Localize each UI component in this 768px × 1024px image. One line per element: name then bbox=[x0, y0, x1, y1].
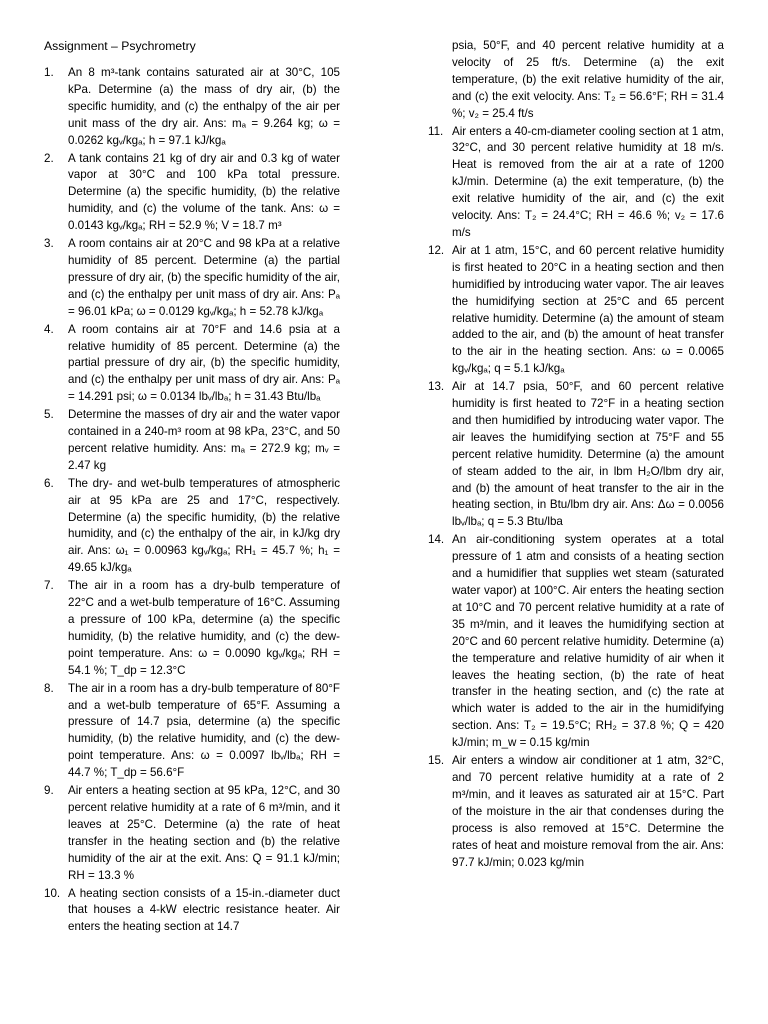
problem-text: The air in a room has a dry-bulb temperature of 22°C and a wet-bulb temperature of 16°C. Assuming a pressure of 100 kPa, determine (a) the specific humidity, (b) the relative humidity, and (c) the dew-point temperature. Ans: ω = 0.0090 kgᵥ/kgₐ; RH = 54.1 %; T_dp = 12.3°C bbox=[68, 579, 340, 677]
problem-text: Air enters a 40-cm-diameter cooling section at 1 atm, 32°C, and 30 percent relative humidity at 18 m/s. Heat is removed from the air at a rate of 1200 kJ/min. Determine (a) the exit temperature, (b) the exit relative humidity of the air, and (c) the exit velocity. Ans: T₂ = 24.4°C; RH = 46.6 %; v₂ = 17.6 m/s bbox=[452, 124, 724, 239]
problem-text: An 8 m³-tank contains saturated air at 30°C, 105 kPa. Determine (a) the mass of dry air, (b) the specific humidity, and (c) the enthalpy of the air per unit mass of the dry air. Ans: mₐ = 9.264 kg; ω = 0.0262 kgᵥ/kgₐ; h = 97.1 kJ/kgₐ bbox=[68, 66, 340, 147]
problem-item bbox=[44, 681, 340, 782]
problem-item bbox=[44, 236, 340, 321]
problem-list-right bbox=[428, 38, 724, 871]
problem-item bbox=[428, 532, 724, 752]
problem-item-continued bbox=[428, 38, 724, 123]
problem-number: 2. bbox=[44, 151, 54, 165]
problem-number: 13. bbox=[428, 380, 445, 394]
problem-list-left bbox=[44, 65, 340, 936]
right-column bbox=[428, 38, 724, 872]
problem-number: 12. bbox=[428, 243, 445, 257]
problem-text: A heating section consists of a 15-in.-diameter duct that houses a 4-kW electric resistance heater. Air enters the heating section at 14.7 bbox=[68, 886, 340, 934]
problem-item bbox=[44, 783, 340, 884]
problem-item bbox=[44, 151, 340, 236]
problem-text: Air enters a window air conditioner at 1 atm, 32°C, and 70 percent relative humidity at a rate of 2 m³/min, and it leaves as saturated air at 15°C. Part of the moisture in the air that condenses during the process is also removed at 15°C. Determine the rates of heat and moisture removal from the air. Ans: 97.7 kJ/min; 0.023 kg/min bbox=[452, 754, 724, 869]
problem-number: 5. bbox=[44, 408, 54, 422]
problem-item bbox=[428, 124, 724, 242]
problem-number: 11. bbox=[428, 124, 444, 138]
problem-number: 3. bbox=[44, 237, 54, 251]
problem-number: 9. bbox=[44, 784, 54, 798]
document-title: Assignment – Psychrometry bbox=[44, 39, 196, 53]
problem-number: 10. bbox=[44, 886, 61, 900]
left-column bbox=[44, 38, 340, 937]
problem-number: 15. bbox=[428, 754, 445, 768]
problem-number: 1. bbox=[44, 66, 54, 79]
problem-text: Air at 14.7 psia, 50°F, and 60 percent relative humidity is first heated to 72°F in a heating section and then humidified by introducing water vapor. The air leaves the humidifying section at 75°F and 55 percent relative humidity. Determine (a) the amount of steam added to the air, in lbm H₂O/lbm dry air, and (b) the amount of heat transfer to the air in the heating section, in Btu/lbm dry air. Ans: Δω = 0.0056 lbᵥ/lbₐ; q = 5.3 Btu/lba bbox=[452, 380, 724, 529]
problem-number: 14. bbox=[428, 533, 445, 547]
problem-item bbox=[44, 407, 340, 475]
problem-number: 7. bbox=[44, 579, 54, 593]
problem-text: Air enters a heating section at 95 kPa, 12°C, and 30 percent relative humidity at a rate of 6 m³/min, and it leaves at 25°C. Determine (a) the rate of heat transfer in the heating section and (b) the relative humidity of the air at the exit. Ans: Q = 91.1 kJ/min; RH = 13.3 % bbox=[68, 784, 340, 882]
problem-text: A room contains air at 70°F and 14.6 psia at a relative humidity of 85 percent. Determine (a) the partial pressure of dry air, (b) the specific humidity, and (c) the enthalpy per unit mass of dry air. Ans: Pₐ = 14.291 psi; ω = 0.0134 lbᵥ/lbₐ; h = 31.43 Btu/lbₐ bbox=[68, 322, 340, 404]
problem-item bbox=[428, 753, 724, 871]
problem-item bbox=[428, 243, 724, 378]
problem-item bbox=[44, 322, 340, 407]
problem-text: A room contains air at 20°C and 98 kPa at a relative humidity of 85 percent. Determine (a) the partial pressure of dry air, (b) the specific humidity of the air, and (c) the enthalpy per unit mass of dry air. Ans: Pₐ = 96.01 kPa; ω = 0.0129 kgᵥ/kgₐ; h = 52.78 kJ/kgₐ bbox=[68, 237, 340, 318]
problem-text: An air-conditioning system operates at a total pressure of 1 atm and consists of a heating section and a humidifier that supplies wet steam (saturated water vapor) at 100°C. Air enters the heating section at 10°C and 70 percent relative humidity at a rate of 35 m³/min, and it leaves the humidifying section at 20°C and 60 percent relative humidity. Determine (a) the temperature and relative humidity of air when it leaves the heating section, (b) the rate of heat transfer in the heating section, and (c) the rate at which water is added to the air in the humidifying section. Ans: T₂ = 19.5°C; RH₂ = 37.8 %; Q = 420 kJ/min; m_w = 0.15 kg/min bbox=[452, 533, 724, 750]
problem-text: The air in a room has a dry-bulb temperature of 80°F and a wet-bulb temperature of 65°F. Assuming a pressure of 14.7 psia, determine (a) the specific humidity, (b) the relative humidity, and (c) the dew-point temperature. Ans: ω = 0.0097 lbᵥ/lbₐ; RH = 44.7 %; T_dp = 56.6°F bbox=[68, 681, 340, 780]
problem-number: 6. bbox=[44, 476, 54, 490]
problem-text: Determine the masses of dry air and the water vapor contained in a 240-m³ room at 98 kPa, 23°C, and 50 percent relative humidity. Ans: mₐ = 272.9 kg; mᵥ = 2.47 kg bbox=[68, 408, 340, 472]
problem-number: 4. bbox=[44, 322, 54, 336]
problem-text: A tank contains 21 kg of dry air and 0.3 kg of water vapor at 30°C and 100 kPa total pressure. Determine (a) the specific humidity, (b) the relative humidity, and (c) the volume of the tank. Ans: ω = 0.0143 kgᵥ/kgₐ; RH = 52.9 %; V = 18.7 m³ bbox=[68, 151, 340, 233]
problem-item bbox=[44, 65, 340, 150]
problem-item bbox=[44, 578, 340, 679]
problem-text: The dry- and wet-bulb temperatures of atmospheric air at 95 kPa are 25 and 17°C, respectively. Determine (a) the specific humidity, (b) the relative humidity, and (c) the enthalpy of the air, in kJ/kg dry air. Ans: ω₁ = 0.00963 kgᵥ/kgₐ; RH₁ = 45.7 %; h₁ = 49.65 kJ/kgₐ bbox=[68, 476, 340, 575]
problem-item bbox=[44, 476, 340, 577]
problem-text: Air at 1 atm, 15°C, and 60 percent relative humidity is first heated to 20°C in a heating section and then humidified by introducing water vapor. The air leaves the humidifying section at 25°C and 65 percent relative humidity. Determine (a) the amount of steam added to the air, and (b) the amount of heat transfer to the air in the heating section. Ans: ω = 0.0065 kgᵥ/kgₐ; q = 5.1 kJ/kgₐ bbox=[452, 243, 724, 376]
problem-item bbox=[44, 886, 340, 937]
problem-number: 8. bbox=[44, 681, 54, 695]
problem-item bbox=[428, 379, 724, 531]
problem-text: psia, 50°F, and 40 percent relative humidity at a velocity of 25 ft/s. Determine (a) the exit temperature, (b) the exit relative humidity of the air, and (c) the exit velocity. Ans: T₂ = 56.6°F; RH = 31.4 %; v₂ = 25.4 ft/s bbox=[452, 39, 724, 120]
